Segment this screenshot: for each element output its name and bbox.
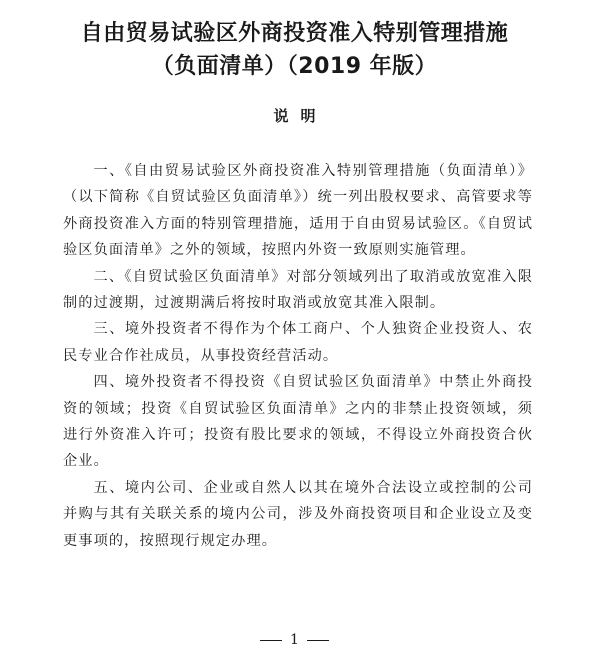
page-footer [0, 632, 589, 648]
document-title-line1: 自由贸易试验区外商投资准入特别管理措施 [80, 21, 509, 46]
page-number: 1 [290, 632, 299, 648]
footer-dash-left [260, 640, 282, 641]
document-body [63, 158, 533, 554]
section-heading: 说明 [273, 107, 328, 125]
paragraph-5: 五、境内公司、企业或自然人以其在境外合法设立或控制的公司并购与其有关联关系的境内公司，涉及外商投资项目和企业设立及变更事项的，按照现行规定办理。 [63, 479, 533, 549]
footer-dash-right [307, 640, 329, 641]
document-title-line2: （负面清单）（2019 年版） [151, 54, 438, 79]
paragraph-3: 三、境外投资者不得作为个体工商户、个人独资企业投资人、农民专业合作社成员，从事投资经营活动。 [63, 321, 533, 364]
paragraph-1: 一、《自由贸易试验区外商投资准入特别管理措施（负面清单）》（以下简称《自贸试验区负面清单》）统一列出股权要求、高管要求等外商投资准入方面的特别管理措施，适用于自由贸易试验区。《自贸试验区负面清单》之外的领域，按照内外资一致原则实施管理。 [63, 163, 533, 259]
paragraph-2: 二、《自贸试验区负面清单》对部分领域列出了取消或放宽准入限制的过渡期，过渡期满后将按时取消或放宽其准入限制。 [63, 268, 533, 312]
paragraph-4: 四、境外投资者不得投资《自贸试验区负面清单》中禁止外商投资的领域；投资《自贸试验区负面清单》之内的非禁止投资领域，须进行外资准入许可；投资有股比要求的领域，不得设立外商投资合伙企业。 [63, 374, 533, 470]
